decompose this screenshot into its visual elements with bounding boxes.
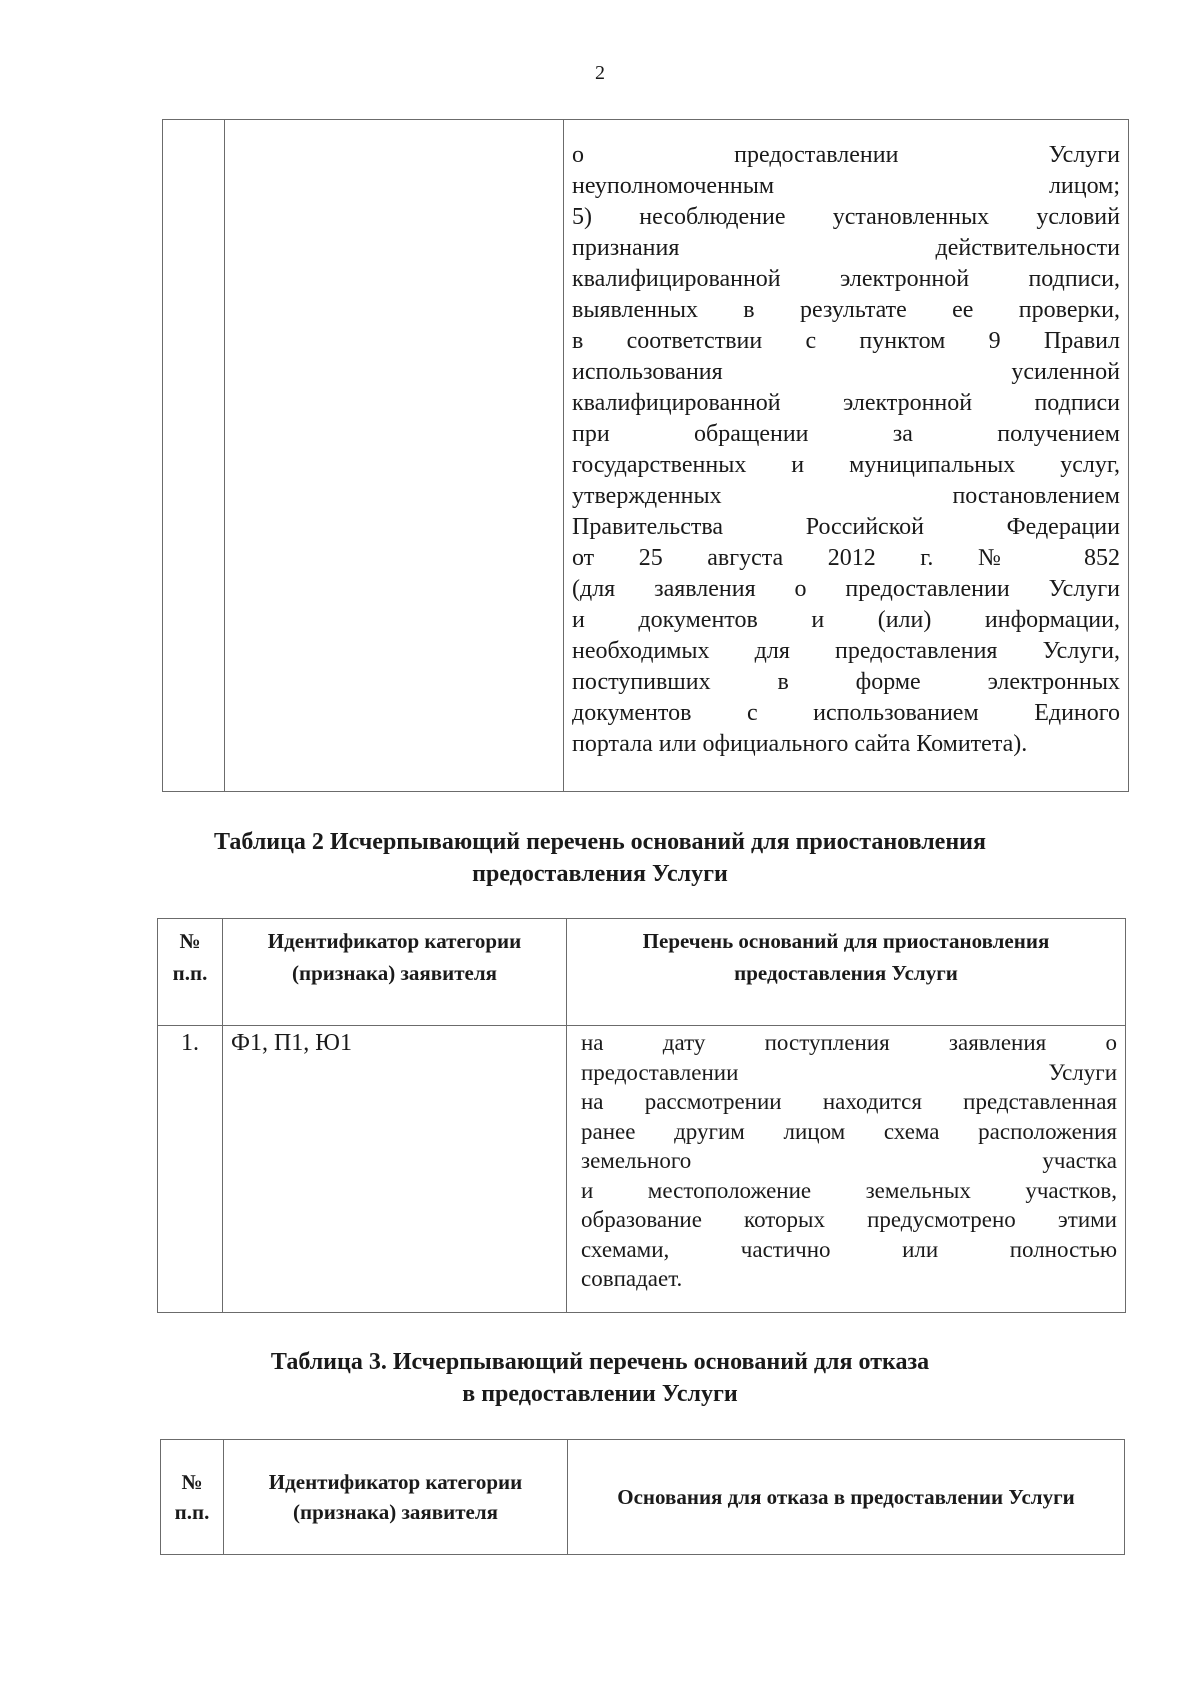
text-line: неуполномоченным лицом; xyxy=(572,173,1120,199)
table3 xyxy=(160,1439,1125,1555)
row-reasons xyxy=(567,1026,1126,1313)
header-num: № п.п. xyxy=(161,1440,224,1555)
table-header-row xyxy=(161,1440,1125,1555)
table-row xyxy=(158,1026,1126,1313)
text-line: на дату поступления заявления о xyxy=(581,1030,1117,1055)
text-line: предоставлении Услуги xyxy=(581,1059,1117,1085)
text-line: при обращении за получением xyxy=(572,421,1120,447)
num-cell xyxy=(163,120,225,792)
table2 xyxy=(157,918,1126,1313)
text-line: Правительства Российской Федерации xyxy=(572,514,1120,540)
table3-title-line1: Таблица 3. Исчерпывающий перечень оснований для отказа xyxy=(270,1349,930,1375)
row-category: Ф1, П1, Ю1 xyxy=(223,1026,567,1313)
text-line: и местоположение земельных участков, xyxy=(581,1177,1117,1203)
text-line: от 25 августа 2012 г. № 852 xyxy=(572,545,1120,571)
table3-title-line2: в предоставлении Услуги xyxy=(462,1381,738,1407)
text-line: признания действительности xyxy=(572,235,1120,261)
text-line: в соответствии с пунктом 9 Правил xyxy=(572,328,1120,354)
text-line: поступивших в форме электронных xyxy=(572,669,1120,695)
page-number: 2 xyxy=(595,62,605,84)
header-reasons: Основания для отказа в предоставлении Услуги xyxy=(568,1440,1125,1555)
header-category: Идентификатор категории (признака) заявителя xyxy=(224,1440,568,1555)
text-line: земельного участка xyxy=(581,1148,1117,1173)
table3-title xyxy=(0,1346,1200,1410)
text-line: образование которых предусмотрено этими xyxy=(581,1207,1117,1232)
reasons-cell xyxy=(564,120,1129,792)
text-line: и документов и (или) информации, xyxy=(572,607,1120,633)
table1-continuation xyxy=(162,119,1129,792)
category-cell xyxy=(225,120,564,792)
text-line: на рассмотрении находится представленная xyxy=(581,1089,1117,1114)
text-line: схемами, частично или полностью xyxy=(581,1236,1117,1262)
text-line: выявленных в результате ее проверки, xyxy=(572,297,1120,323)
text-line: необходимых для предоставления Услуги, xyxy=(572,638,1120,664)
table2-title xyxy=(0,826,1200,890)
header-num: № п.п. xyxy=(158,919,223,1026)
table2-title-line2: предоставления Услуги xyxy=(472,861,728,887)
reasons-text xyxy=(572,140,1120,760)
text-line: утвержденных постановлением xyxy=(572,483,1120,509)
table-row xyxy=(163,120,1129,792)
text-line: квалифицированной электронной подписи, xyxy=(572,266,1120,292)
row-num: 1. xyxy=(158,1026,223,1313)
text-line: использования усиленной xyxy=(572,359,1120,385)
text-line: (для заявления о предоставлении Услуги xyxy=(572,576,1120,602)
text-line: государственных и муниципальных услуг, xyxy=(572,452,1120,478)
table-header-row xyxy=(158,919,1126,1026)
text-line: 5) несоблюдение установленных условий xyxy=(572,204,1120,230)
text-line: квалифицированной электронной подписи xyxy=(572,390,1120,416)
text-line: документов с использованием Единого xyxy=(572,700,1120,726)
header-reasons: Перечень оснований для приостановления предоставления Услуги xyxy=(567,919,1126,1026)
text-line: совпадает. xyxy=(581,1266,683,1291)
header-category: Идентификатор категории (признака) заявителя xyxy=(223,919,567,1026)
text-line: ранее другим лицом схема расположения xyxy=(581,1118,1117,1144)
text-line: портала или официального сайта Комитета). xyxy=(572,731,1028,757)
reasons-text xyxy=(581,1028,1117,1294)
text-line: о предоставлении Услуги xyxy=(572,142,1120,168)
table2-title-line1: Таблица 2 Исчерпывающий перечень оснований для приостановления xyxy=(214,829,986,855)
